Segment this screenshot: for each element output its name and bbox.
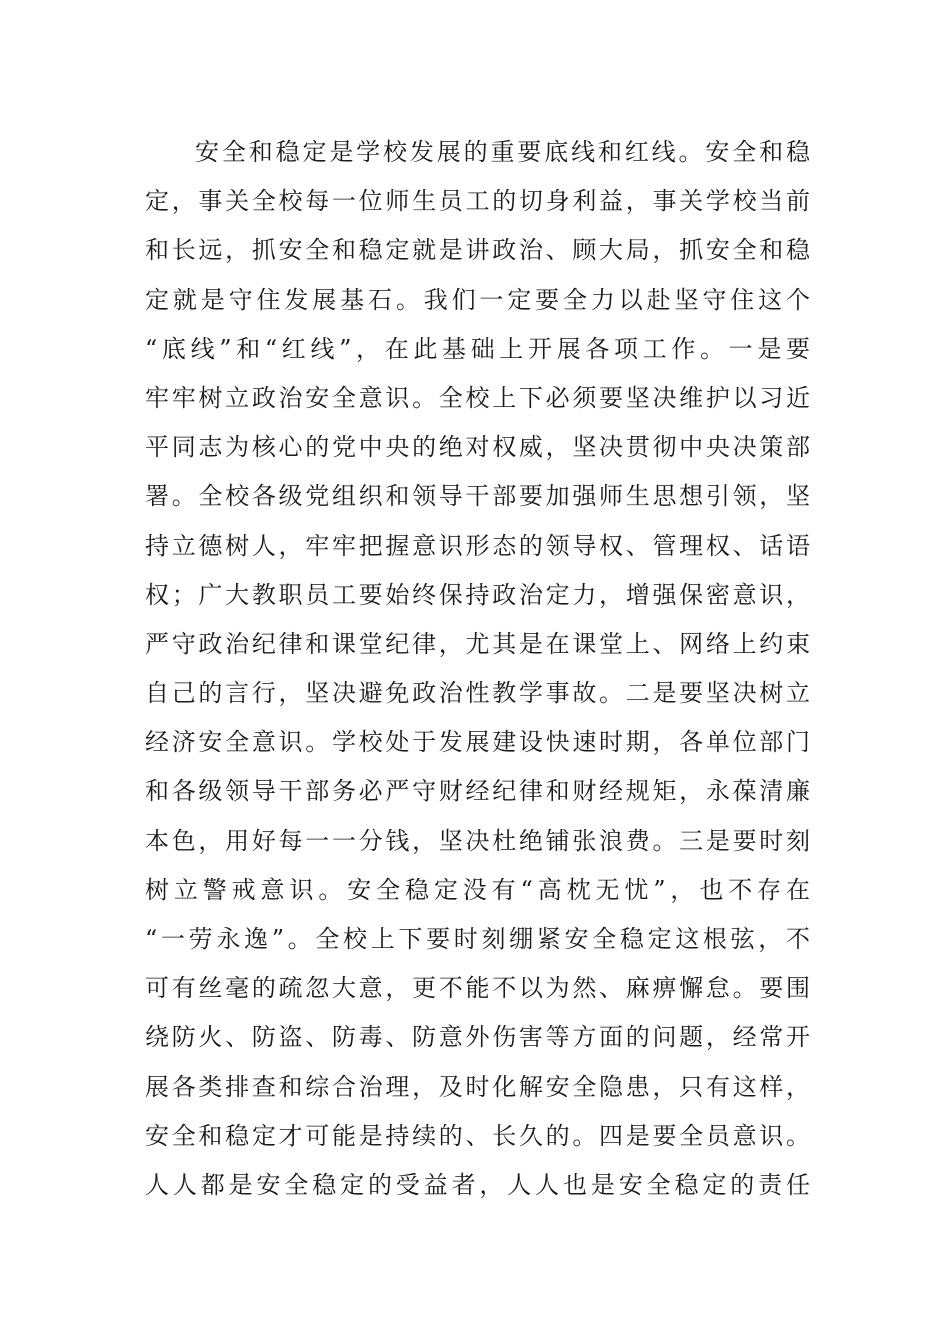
body-paragraph	[145, 128, 810, 1210]
text-line: 本色，用好每一一分钱，坚决杜绝铺张浪费。三是要时刻	[145, 826, 810, 855]
text-line: 安全和稳定是学校发展的重要底线和红线。安全和稳	[195, 138, 810, 166]
text-line: 经济安全意识。学校处于发展建设快速时期，各单位部门	[145, 728, 810, 757]
text-line: 可有丝毫的疏忽大意，更不能不以为然、麻痹懈怠。要围	[145, 974, 810, 1003]
text-line: 定就是守住发展基石。我们一定要全力以赴坚守住这个	[145, 285, 810, 314]
text-line: 定，事关全校每一位师生员工的切身利益，事关学校当前	[145, 187, 810, 216]
text-line: 安全和稳定才可能是持续的、长久的。四是要全员意识。	[145, 1121, 810, 1150]
text-line: “底线”和“红线”，在此基础上开展各项工作。一是要	[145, 334, 810, 363]
text-line: 自己的言行，坚决避免政治性教学事故。二是要坚决树立	[145, 679, 810, 708]
text-line: 严守政治纪律和课堂纪律，尤其是在课堂上、网络上约束	[145, 629, 810, 658]
text-line: 牢牢树立政治安全意识。全校上下必须要坚决维护以习近	[145, 383, 810, 412]
text-line: 署。全校各级党组织和领导干部要加强师生思想引领，坚	[145, 482, 810, 511]
text-line: 和各级领导干部务必严守财经纪律和财经规矩，永葆清廉	[145, 777, 810, 806]
text-line: 树立警戒意识。安全稳定没有“高枕无忧”，也不存在	[145, 875, 810, 904]
text-line: 持立德树人，牢牢把握意识形态的领导权、管理权、话语	[145, 531, 810, 560]
text-line: 展各类排查和综合治理，及时化解安全隐患，只有这样，	[145, 1072, 810, 1101]
text-line: 绕防火、防盗、防毒、防意外伤害等方面的问题，经常开	[145, 1023, 810, 1052]
text-line: 人人都是安全稳定的受益者，人人也是安全稳定的责任	[145, 1170, 810, 1199]
text-line: 平同志为核心的党中央的绝对权威，坚决贯彻中央决策部	[145, 433, 810, 462]
text-line: 权；广大教职员工要始终保持政治定力，增强保密意识，	[145, 580, 810, 609]
text-line: 和长远，抓安全和稳定就是讲政治、顾大局，抓安全和稳	[145, 236, 810, 265]
text-line: “一劳永逸”。全校上下要时刻绷紧安全稳定这根弦，不	[145, 925, 810, 953]
